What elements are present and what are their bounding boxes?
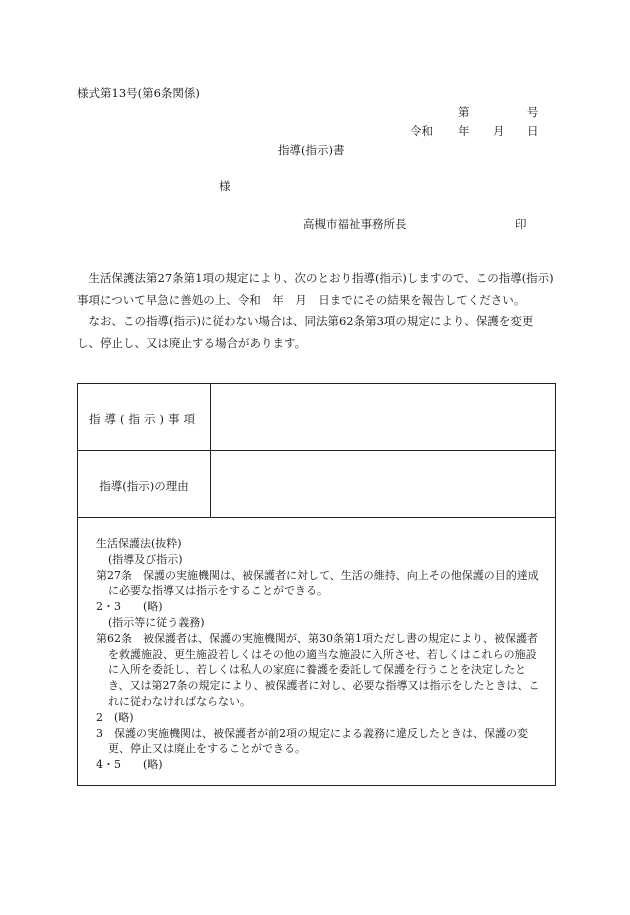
- date-era: 令和: [410, 124, 433, 138]
- instruction-form-table: [77, 383, 556, 786]
- instruction-items-field[interactable]: [216, 392, 546, 442]
- article-62-item-3: 3 保護の実施機関は、被保護者が前2項の規定による義務に違反したときは、保護の変更、停止又は廃止をすることができる。: [96, 726, 528, 756]
- seal-mark: 印: [515, 217, 527, 231]
- notice-body: [77, 268, 555, 354]
- doc-number-prefix: 第: [458, 105, 470, 119]
- article-62-caption: (指示等に従う義務): [108, 615, 205, 629]
- issuer-name: 高槻市福祉事務所長: [303, 217, 407, 231]
- law-excerpt-heading: 生活保護法(抜粋): [96, 537, 182, 550]
- date-day-unit: 日: [527, 124, 539, 138]
- law-excerpt: [96, 536, 541, 773]
- date-year-unit: 年: [458, 124, 470, 138]
- article-27-omitted: 2・3 (略): [96, 600, 163, 614]
- article-27-text: 第27条 保護の実施機関は、被保護者に対して、生活の維持、向上その他保護の目的達成に必要な指導又は指示をすることができる。: [96, 568, 539, 598]
- form-number: 様式第13号(第6条関係): [77, 86, 200, 100]
- instruction-reason-field[interactable]: [216, 458, 546, 510]
- table-row-divider-1: [78, 450, 555, 451]
- article-27-caption: (指導及び指示): [108, 552, 183, 566]
- article-62-items-4-5: 4・5 (略): [96, 758, 163, 772]
- instruction-reason-label: 指導(指示)の理由: [99, 479, 189, 493]
- notice-paragraph-2: なお、この指導(指示)に従わない場合は、同法第62条第3項の規定により、保護を変更し、停止し、又は廃止する場合があります。: [77, 314, 534, 350]
- recipient-suffix: 様: [219, 179, 231, 193]
- date-month-unit: 月: [493, 124, 505, 138]
- notice-paragraph-1: 生活保護法第27条第1項の規定により、次のとおり指導(指示)しますので、この指導(指示)事項について早急に善処の上、令和 年 月 日までにその結果を報告してください。: [77, 271, 554, 307]
- instruction-items-label: 指導(指示)事項: [89, 412, 199, 426]
- table-row-divider-2: [78, 517, 555, 518]
- article-62-item-2: 2 (略): [96, 710, 134, 724]
- doc-number-suffix: 号: [527, 105, 539, 119]
- document-title: 指導(指示)書: [278, 143, 345, 157]
- article-62-text: 第62条 被保護者は、保護の実施機関が、第30条第1項ただし書の規定により、被保護者を救護施設、更生施設若しくはその他の適当な施設に入所させ、若しくはこれらの施設に入所を委託し、若しくは私人の家庭に養護を委託して保護を行うことを決定したとき、又は第27条の規定により、被保護者に対し、必要な指導又は指示をしたときは、これに従わなければならない。: [96, 631, 540, 708]
